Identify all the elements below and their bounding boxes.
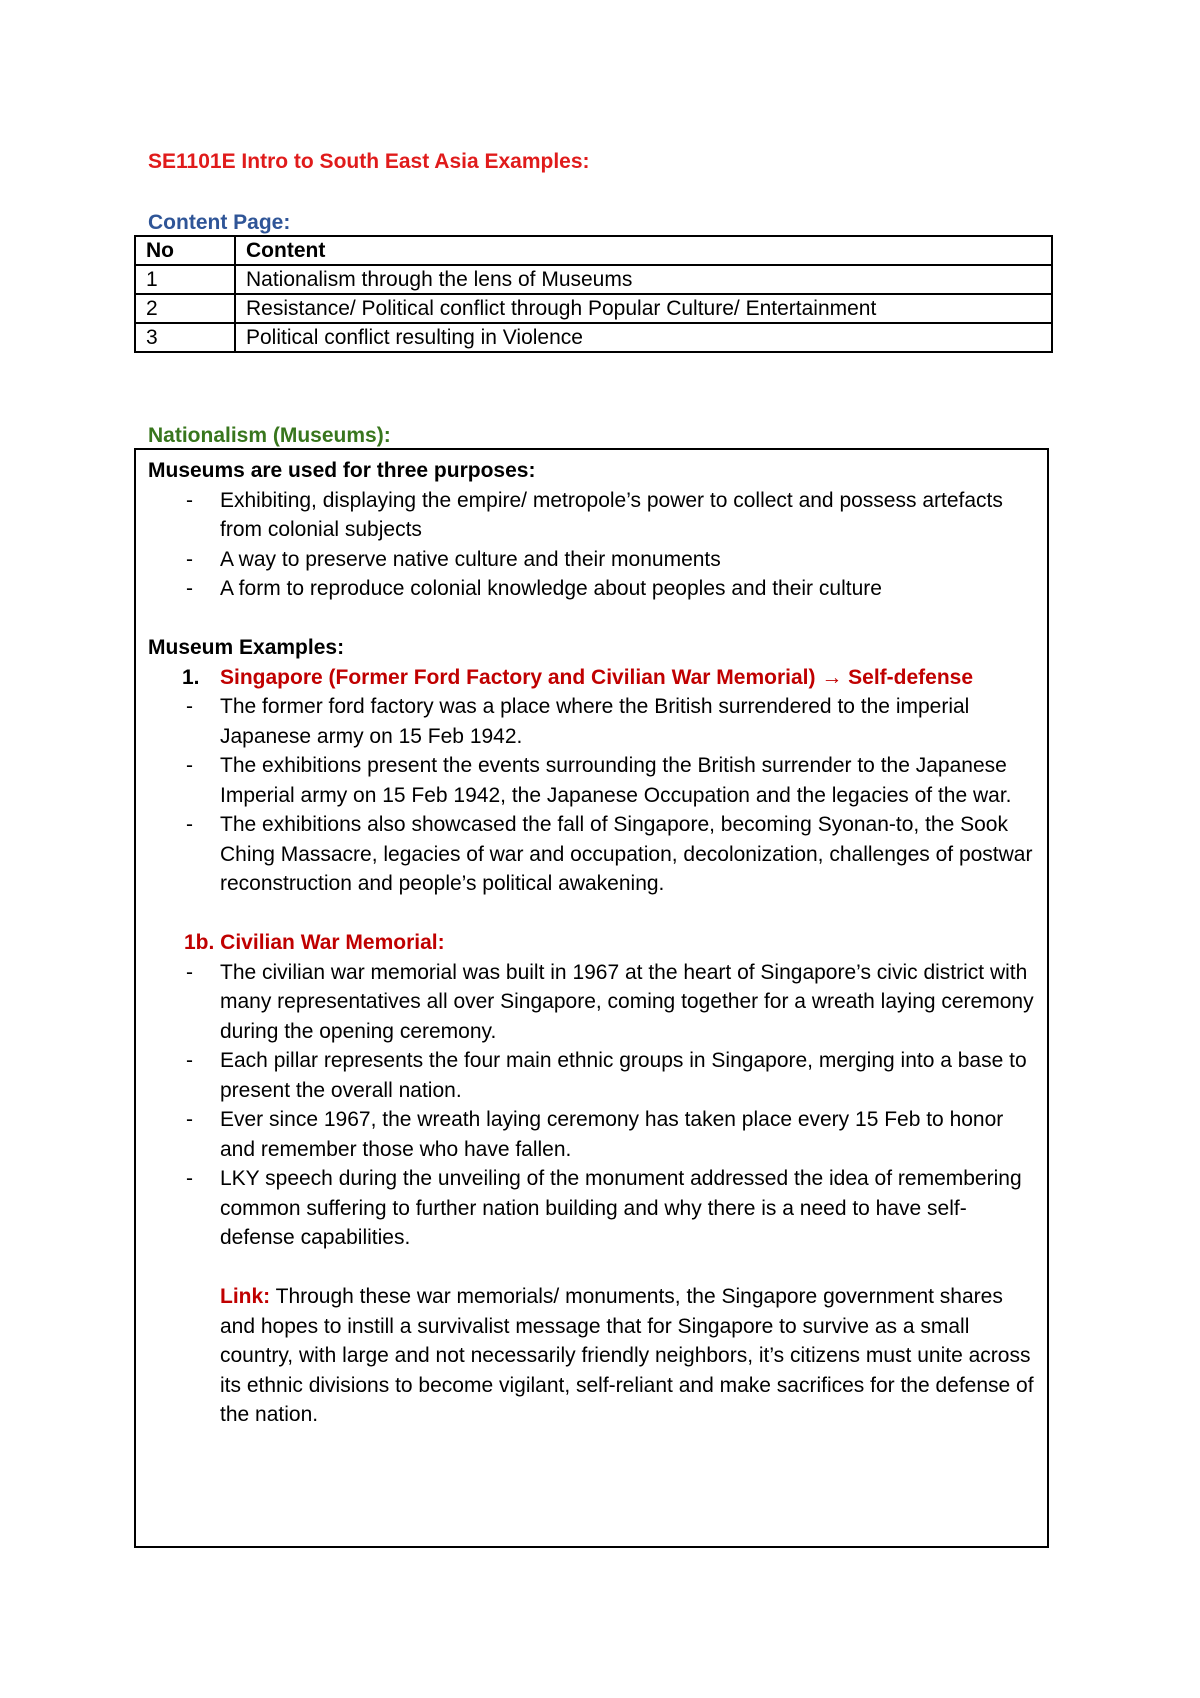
nationalism-box-content — [148, 456, 1037, 1430]
content-page-heading: Content Page: — [148, 211, 291, 234]
dash-marker: - — [186, 1049, 193, 1072]
examples-heading: Museum Examples: — [148, 636, 345, 659]
list-item: - A way to preserve native culture and their monuments — [148, 545, 1037, 575]
column-header-content: Content — [235, 236, 1052, 265]
list-item: - LKY speech during the unveiling of the monument addressed the idea of remembering common suffering to further nation building and why there is a need to have self-defense capabilities. — [148, 1164, 1037, 1253]
purposes-heading: Museums are used for three purposes: — [148, 459, 536, 482]
nationalism-heading: Nationalism (Museums): — [148, 424, 391, 447]
link-text: Through these war memorials/ monuments, the Singapore government shares and hopes to instill a survivalist message that for Singapore to survive as a small country, with large and not necessarily friendly neighbors, it’s citizens must unite across its ethnic divisions to become vigilant, self-reliant and make sacrifices for the defense of the nation. — [220, 1285, 1034, 1426]
dash-marker: - — [186, 813, 193, 836]
row-number: 1 — [135, 265, 235, 294]
row-content: Nationalism through the lens of Museums — [235, 265, 1052, 294]
dash-marker: - — [186, 1167, 193, 1190]
list-item: - The exhibitions present the events surrounding the British surrender to the Japanese Imperial army on 15 Feb 1942, the Japanese Occupation and the legacies of the war. — [148, 751, 1037, 810]
list-item: - The exhibitions also showcased the fall of Singapore, becoming Syonan-to, the Sook Ching Massacre, legacies of war and occupation, decolonization, challenges of postwar reconstruction and people’s political awakening. — [148, 810, 1037, 899]
row-content: Resistance/ Political conflict through Popular Culture/ Entertainment — [235, 294, 1052, 323]
link-paragraph — [148, 1282, 1037, 1430]
example-1-title: 1. Singapore (Former Ford Factory and Civilian War Memorial) → Self-defense — [148, 663, 1037, 693]
link-label: Link: — [220, 1285, 271, 1308]
list-item: - Exhibiting, displaying the empire/ metropole’s power to collect and possess artefacts from colonial subjects — [148, 486, 1037, 545]
dash-marker: - — [186, 488, 193, 512]
nationalism-box — [134, 448, 1049, 1548]
dash-marker: - — [186, 754, 193, 777]
dash-marker: - — [186, 960, 193, 984]
document-title: SE1101E Intro to South East Asia Examples: — [148, 150, 590, 173]
table-row — [135, 265, 1052, 294]
row-content: Political conflict resulting in Violence — [235, 323, 1052, 352]
table-row — [135, 294, 1052, 323]
column-header-no: No — [135, 236, 235, 265]
content-table — [134, 235, 1053, 353]
table-row — [135, 323, 1052, 352]
list-item: - A form to reproduce colonial knowledge about peoples and their culture — [148, 574, 1037, 604]
list-item: - Ever since 1967, the wreath laying ceremony has taken place every 15 Feb to honor and remember those who have fallen. — [148, 1105, 1037, 1164]
list-item: - Each pillar represents the four main ethnic groups in Singapore, merging into a base to present the overall nation. — [148, 1046, 1037, 1105]
list-item: - The former ford factory was a place where the British surrendered to the imperial Japanese army on 15 Feb 1942. — [148, 692, 1037, 751]
dash-marker: - — [186, 695, 193, 718]
example-1b-title: 1b. Civilian War Memorial: — [184, 931, 445, 954]
dash-marker: - — [186, 547, 193, 571]
dash-marker: - — [186, 577, 193, 600]
row-number: 2 — [135, 294, 235, 323]
example-number: 1. — [182, 665, 200, 689]
table-header-row — [135, 236, 1052, 265]
list-item: - The civilian war memorial was built in 1967 at the heart of Singapore’s civic district with many representatives all over Singapore, coming together for a wreath laying ceremony during the opening ceremony. — [148, 958, 1037, 1047]
dash-marker: - — [186, 1108, 193, 1131]
row-number: 3 — [135, 323, 235, 352]
